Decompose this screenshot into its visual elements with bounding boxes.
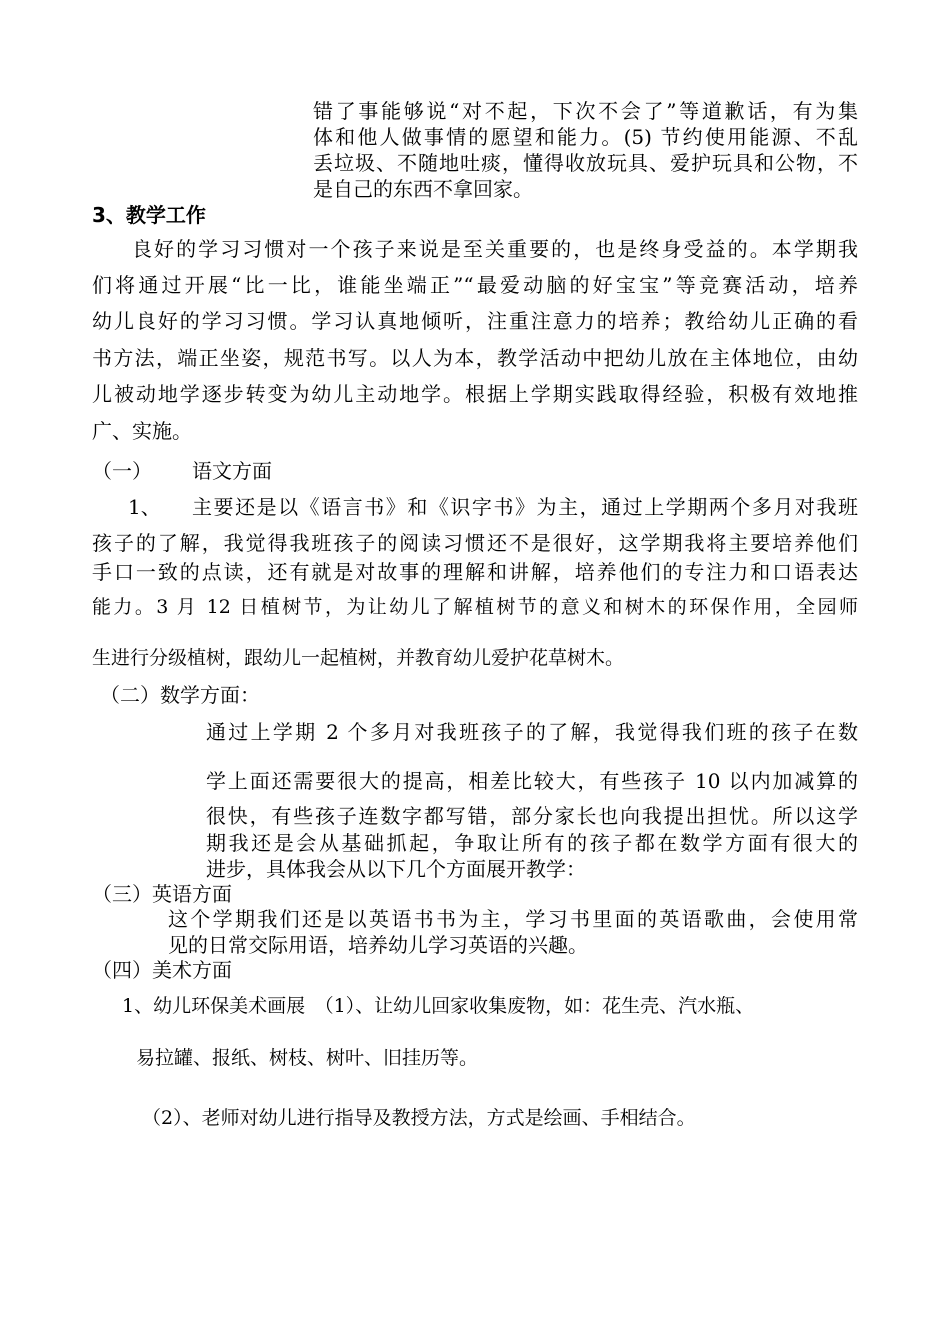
section3-para-line-5: 儿被动地学逐步转变为幼儿主动地学。根据上学期实践取得经验，积极有效地推: [92, 382, 858, 406]
math-heading: （二）数学方面：: [100, 683, 260, 707]
section3-para-line-1: 良好的学习习惯对一个孩子来说是至关重要的，也是终身受益的。本学期我: [132, 237, 858, 261]
art-line-3: （2）、老师对幼儿进行指导及教授方法，方式是绘画、手相结合。: [142, 1107, 696, 1129]
english-heading: （三）英语方面: [92, 882, 232, 906]
section3-para-line-2: 们将通过开展“比一比，谁能坐端正”“最爱动脑的好宝宝”等竞赛活动，培养: [92, 273, 858, 297]
math-line-4: 期我还是会从基础抓起，争取让所有的孩子都在数学方面有很大的: [206, 831, 858, 855]
section-heading-teaching: 3、教学工作: [92, 203, 206, 227]
math-line-3: 很快，有些孩子连数字都写错，部分家长也向我提出担忧。所以这学: [206, 804, 858, 828]
art-heading: （四）美术方面: [92, 958, 232, 982]
art-line-1: 1、幼儿环保美术画展 （1）、让幼儿回家收集废物，如：花生壳、汽水瓶、: [122, 995, 755, 1017]
chinese-line-2: 孩子的了解，我觉得我班孩子的阅读习惯还不是很好，这学期我将主要培养他们: [92, 531, 858, 555]
top-line-1: 错了事能够说“对不起，下次不会了”等道歉话，有为集: [313, 99, 858, 123]
english-line-2: 见的日常交际用语，培养幼儿学习英语的兴趣。: [168, 933, 588, 957]
chinese-heading-text: 语文方面: [192, 459, 272, 483]
math-line-2: 学上面还需要很大的提高，相差比较大，有些孩子 10 以内加减算的: [206, 769, 858, 793]
math-line-5: 进步，具体我会从以下几个方面展开教学：: [206, 857, 586, 881]
math-line-1: 通过上学期 2 个多月对我班孩子的了解，我觉得我们班的孩子在数: [206, 720, 858, 744]
top-line-3: 丢垃圾、不随地吐痰，懂得收放玩具、爱护玩具和公物，不: [313, 151, 858, 175]
chinese-heading-number: （一）: [92, 459, 152, 483]
chinese-line-1: 主要还是以《语言书》和《识字书》为主，通过上学期两个多月对我班: [192, 495, 858, 519]
chinese-line-3: 手口一致的点读，还有就是对故事的理解和讲解，培养他们的专注力和口语表达: [92, 560, 858, 584]
english-line-1: 这个学期我们还是以英语书书为主，学习书里面的英语歌曲，会使用常: [168, 907, 858, 931]
top-line-4: 是自己的东西不拿回家。: [313, 177, 533, 201]
section3-para-line-4: 书方法，端正坐姿，规范书写。以人为本，教学活动中把幼儿放在主体地位，由幼: [92, 346, 858, 370]
chinese-line-4: 能力。3 月 12 日植树节，为让幼儿了解植树节的意义和树木的环保作用，全园师: [92, 596, 858, 618]
top-line-2: 体和他人做事情的愿望和能力。(5) 节约使用能源、不乱: [313, 125, 858, 149]
section3-para-line-3: 幼儿良好的学习习惯。学习认真地倾听，注重注意力的培养；教给幼儿正确的看: [92, 309, 858, 333]
chinese-line-5: 生进行分级植树，跟幼儿一起植树，并教育幼儿爱护花草树木。: [92, 647, 625, 669]
section3-para-line-6: 广、实施。: [92, 419, 192, 443]
chinese-item-number: 1、: [128, 495, 161, 519]
art-line-2: 易拉罐、报纸、树枝、树叶、旧挂历等。: [136, 1047, 479, 1069]
